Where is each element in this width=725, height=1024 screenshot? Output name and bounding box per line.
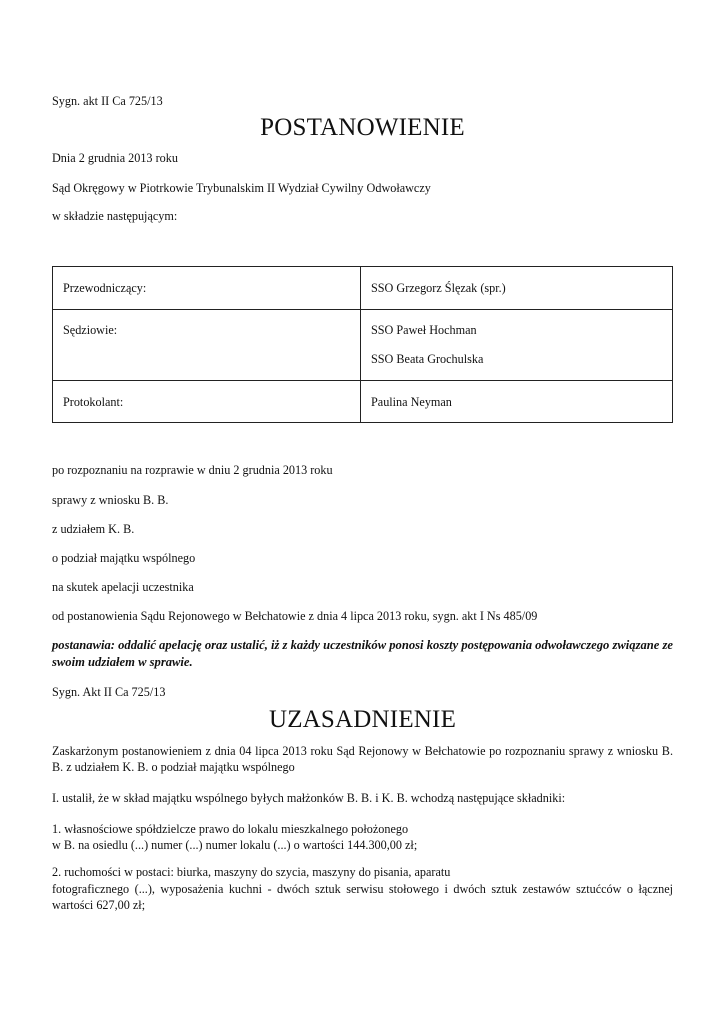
asset-item: fotograficznego (...), wyposażenia kuchni - dwóch sztuk serwisu stołowego i dwóch sztuk zestawów sztućców o łącznej wartości 627,00 zł; [52,882,673,912]
court-line: Sąd Okręgowy w Piotrkowie Trybunalskim II Wydział Cywilny Odwoławczy [52,181,431,195]
panel-row-presiding [53,267,673,310]
proceedings-line: sprawy z wniosku B. B. [52,493,169,507]
ruling-paragraph: postanawia: oddalić apelację oraz ustalić, iż z każdy uczestników ponosi koszty postępowania odwoławczego związane ze swoim udziałem w sprawie. [52,638,673,669]
panel-value: Paulina Neyman [371,395,452,409]
proceedings-line: na skutek apelacji uczestnika [52,580,194,594]
panel-value: SSO Beata Grochulska [371,352,484,366]
panel-row-judges [53,310,673,381]
proceedings-line: po rozpoznaniu na rozprawie w dniu 2 grudnia 2013 roku [52,463,333,477]
panel-value: SSO Grzegorz Ślęzak (spr.) [371,281,506,295]
proceedings-line: o podział majątku wspólnego [52,551,196,565]
asset-item: 2. ruchomości w postaci: biurka, maszyny do szycia, maszyny do pisania, aparatu [52,865,451,879]
justification-title: UZASADNIENIE [268,706,457,733]
panel-label: Sędziowie: [63,323,118,337]
proceedings-line: z udziałem K. B. [52,522,135,536]
asset-item: 1. własnościowe spółdzielcze prawo do lokalu mieszkalnego położonego [52,822,409,836]
asset-item: w B. na osiedlu (...) numer (...) numer lokalu (...) o wartości 144.300,00 zł; [52,838,418,852]
date-line: Dnia 2 grudnia 2013 roku [52,151,178,165]
proceedings-line: od postanowienia Sądu Rejonowego w Bełchatowie z dnia 4 lipca 2013 roku, sygn. akt I Ns 485/09 [52,609,538,623]
panel-label: Przewodniczący: [63,281,147,295]
document-title: POSTANOWIENIE [260,114,465,141]
panel-row-recorder [53,381,673,423]
composition-line: w składzie następującym: [52,209,178,223]
panel-label: Protokolant: [63,395,124,409]
case-reference-justification: Sygn. Akt II Ca 725/13 [52,685,166,699]
justification-paragraph: Zaskarżonym postanowieniem z dnia 04 lipca 2013 roku Sąd Rejonowy w Bełchatowie po rozpoznaniu sprawy z wniosku B. B. z udziałem K. B. o podział majątku wspólnego [52,744,673,774]
panel-value: SSO Paweł Hochman [371,323,477,337]
justification-paragraph: I. ustalił, że w skład majątku wspólnego byłych małżonków B. B. i K. B. wchodzą następujące składniki: [52,791,566,805]
court-panel-table [52,266,673,423]
case-reference-top: Sygn. akt II Ca 725/13 [52,94,163,108]
